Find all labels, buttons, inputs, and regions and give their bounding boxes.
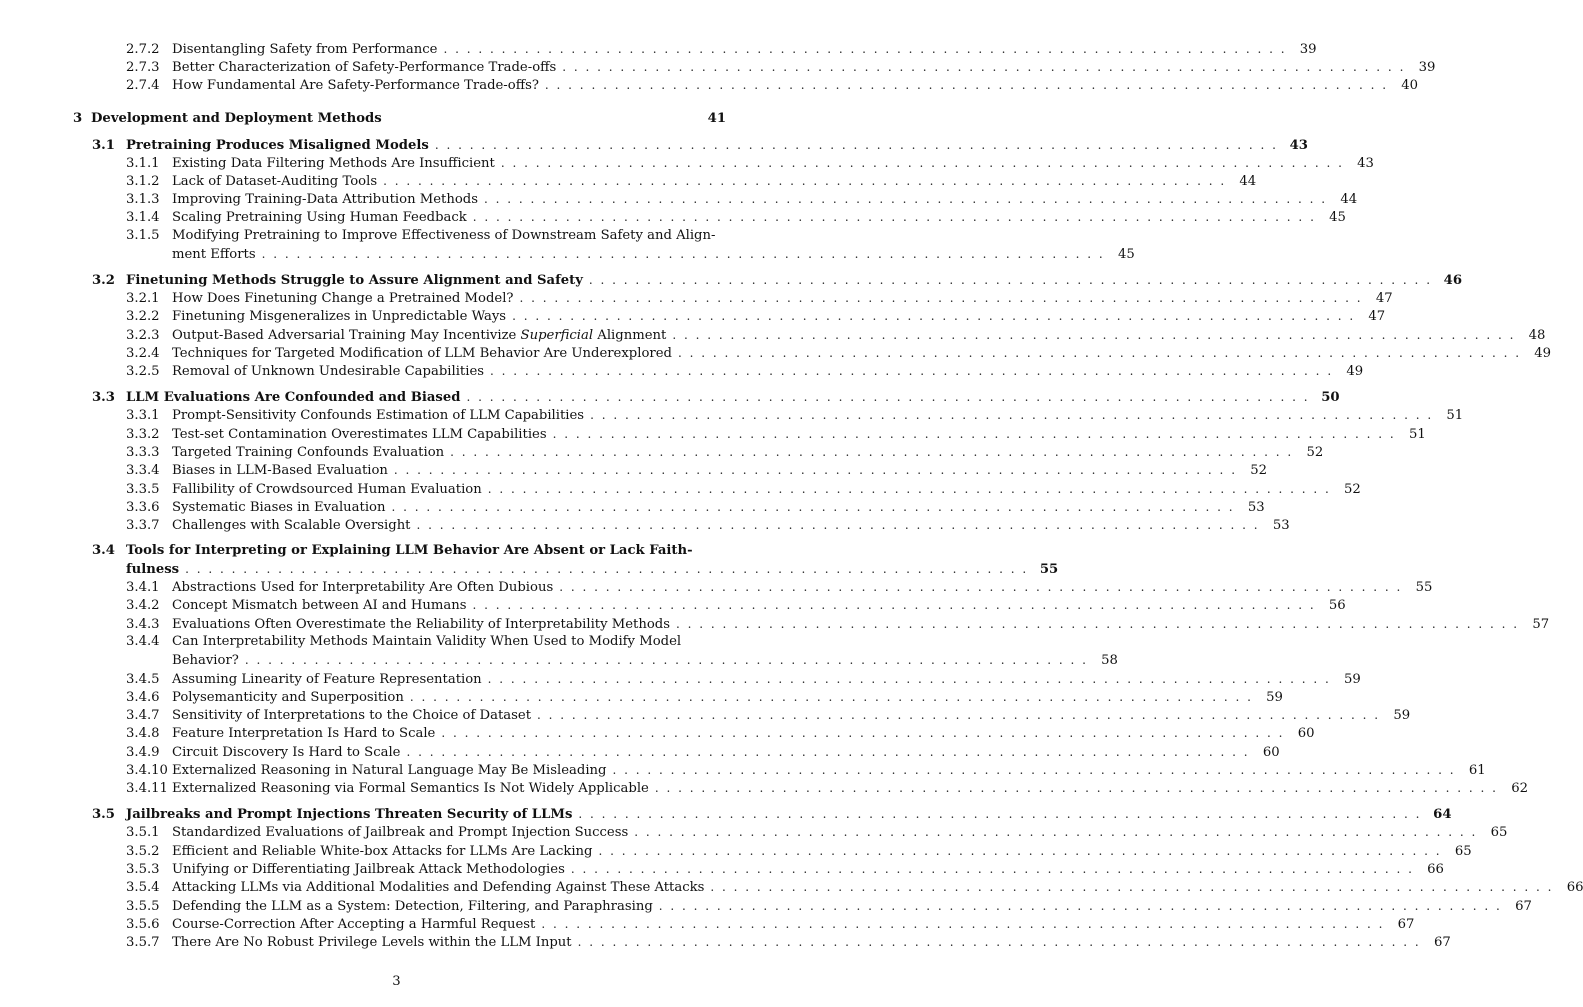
toc-entry[interactable] (126, 480, 1361, 498)
entry-title: Sensitivity of Interpretations to the Choice of Dataset (172, 708, 532, 723)
toc-entry[interactable] (126, 40, 1317, 58)
entry-page: 67 (1515, 899, 1532, 914)
entry-title: Concept Mismatch between AI and Humans (172, 598, 467, 613)
section-page: 43 (1289, 138, 1308, 153)
entry-number: 3.4.5 (126, 672, 160, 687)
toc-entry[interactable] (126, 897, 1532, 915)
entry-number: 3.3.1 (126, 408, 160, 423)
entry-page: 51 (1446, 408, 1464, 423)
section-page: 50 (1321, 390, 1340, 405)
section-number: 3.4 (92, 543, 115, 558)
entry-title: Finetuning Misgeneralizes in Unpredictable Ways (172, 309, 507, 324)
entry-number: 3.3.4 (126, 463, 160, 478)
entry-number: 3.4.9 (126, 745, 160, 760)
entry-title: Techniques for Targeted Modification of LLM Behavior Are Underexplored (172, 346, 672, 361)
entry-number: 3.5.1 (126, 825, 160, 840)
section-page: 46 (1443, 273, 1463, 288)
toc-entry-continuation[interactable] (172, 651, 1118, 669)
entry-page: 52 (1344, 482, 1361, 497)
entry-title: Systematic Biases in Evaluation (172, 500, 386, 515)
entry-title: Standardized Evaluations of Jailbreak and Prompt Injection Success (172, 825, 629, 840)
toc-entry[interactable] (126, 76, 1419, 94)
entry-number: 3.5.2 (126, 844, 160, 859)
toc-entry[interactable] (126, 208, 1346, 226)
entry-number: 3.4.7 (126, 708, 160, 723)
entry-number: 3.4.11 (126, 781, 168, 796)
entry-number: 3.3.2 (126, 427, 160, 442)
entry-page: 53 (1247, 500, 1265, 515)
toc-entry-continuation[interactable] (172, 245, 1135, 263)
toc-entry[interactable] (126, 743, 1280, 761)
entry-title: Circuit Discovery Is Hard to Scale (172, 745, 401, 760)
entry-title: Externalized Reasoning in Natural Language May Be Misleading (172, 763, 607, 778)
entry-number: 3.4.2 (126, 598, 160, 613)
entry-page: 65 (1490, 825, 1508, 840)
entry-number: 2.7.2 (126, 42, 160, 57)
entry-number: 3.4.8 (126, 726, 160, 741)
entry-page: 66 (1427, 862, 1444, 877)
entry-title: Targeted Training Confounds Evaluation (172, 445, 445, 460)
entry-page: 60 (1297, 726, 1315, 741)
entry-page: 48 (1528, 328, 1546, 343)
entry-page: 44 (1340, 192, 1358, 207)
entry-title: Fallibility of Crowdsourced Human Evaluation (172, 482, 482, 497)
section-title: Pretraining Produces Misaligned Models (126, 138, 429, 153)
toc-entry[interactable] (126, 761, 1486, 779)
section-title: Finetuning Methods Struggle to Assure Alignment and Safety (126, 273, 583, 288)
entry-page: 51 (1408, 427, 1426, 442)
entry-number: 3.5.5 (126, 899, 160, 914)
entry-page: 57 (1532, 617, 1550, 632)
toc-entry[interactable] (126, 688, 1283, 706)
entry-number: 3.2.2 (126, 309, 160, 324)
toc-entry[interactable] (126, 326, 1546, 344)
entry-page: 52 (1306, 445, 1324, 460)
entry-page: 44 (1239, 174, 1257, 189)
toc-entry[interactable] (126, 933, 1451, 951)
entry-title: Can Interpretability Methods Maintain Validity When Used to Modify Model (172, 634, 682, 649)
entry-page: 39 (1299, 42, 1317, 57)
toc-entry[interactable] (126, 516, 1290, 534)
entry-page: 55 (1415, 580, 1433, 595)
entry-title: How Does Finetuning Change a Pretrained Model? (172, 291, 514, 306)
section-page: 64 (1433, 807, 1452, 822)
entry-title: Attacking LLMs via Additional Modalities and Defending Against These Attacks (172, 880, 705, 895)
entry-title: ment Efforts (172, 247, 256, 262)
section-number: 3.1 (92, 138, 115, 153)
entry-title: Disentangling Safety from Performance (172, 42, 438, 57)
entry-title: Modifying Pretraining to Improve Effectiveness of Downstream Safety and Align- (172, 228, 716, 243)
entry-title: Unifying or Differentiating Jailbreak Attack Methodologies (172, 862, 565, 877)
entry-page: 49 (1346, 364, 1364, 379)
entry-number: 3.1.2 (126, 174, 160, 189)
entry-page: 59 (1393, 708, 1411, 723)
entry-number: 3.4.4 (126, 634, 160, 649)
toc-entry[interactable] (126, 154, 1374, 172)
entry-page: 45 (1329, 210, 1346, 225)
section-title: Tools for Interpreting or Explaining LLM Behavior Are Absent or Lack Faith- (126, 543, 693, 558)
entry-page: 61 (1468, 763, 1486, 778)
entry-title: Efficient and Reliable White-box Attacks for LLMs Are Lacking (172, 844, 593, 859)
toc-entry[interactable] (126, 307, 1386, 325)
chapter-page: 41 (707, 111, 726, 126)
entry-page: 62 (1511, 781, 1528, 796)
entry-title: How Fundamental Are Safety-Performance Trade-offs? (172, 78, 539, 93)
entry-number: 3.3.5 (126, 482, 160, 497)
entry-number: 3.4.3 (126, 617, 160, 632)
toc-entry[interactable] (126, 842, 1472, 860)
toc-section[interactable] (92, 136, 1308, 154)
entry-number: 2.7.3 (126, 60, 160, 75)
section-page: 55 (1039, 562, 1059, 577)
toc-entry[interactable] (126, 779, 1528, 797)
entry-number: 3.4.10 (126, 763, 168, 778)
entry-page: 40 (1401, 78, 1419, 93)
toc-entry[interactable] (126, 362, 1364, 380)
section-number: 3.3 (92, 390, 115, 405)
entry-title: Course-Correction After Accepting a Harmful Request (172, 917, 536, 932)
entry-number: 3.3.7 (126, 518, 160, 533)
entry-title: Improving Training-Data Attribution Methods (172, 192, 479, 207)
entry-page: 58 (1101, 653, 1118, 668)
entry-page: 60 (1262, 745, 1280, 760)
toc-entry[interactable] (126, 58, 1436, 76)
toc-entry[interactable] (126, 578, 1433, 596)
entry-title: Evaluations Often Overestimate the Reliability of Interpretability Methods (172, 617, 671, 632)
entry-number: 3.1.4 (126, 210, 160, 225)
entry-title: Test-set Contamination Overestimates LLM Capabilities (172, 427, 547, 442)
entry-number: 3.2.4 (126, 346, 160, 361)
toc-entry[interactable] (126, 823, 1508, 841)
entry-title: Externalized Reasoning via Formal Semantics Is Not Widely Applicable (172, 781, 649, 796)
entry-title: Feature Interpretation Is Hard to Scale (172, 726, 436, 741)
section-title: fulness (126, 562, 180, 577)
entry-number: 3.4.1 (126, 580, 160, 595)
entry-page: 67 (1397, 917, 1415, 932)
entry-number: 3.1.5 (126, 228, 160, 243)
toc-entry[interactable] (126, 615, 1550, 633)
entry-page: 49 (1534, 346, 1552, 361)
entry-title: Behavior? (172, 653, 239, 668)
toc-entry[interactable] (126, 860, 1444, 878)
entry-number: 3.5.4 (126, 880, 160, 895)
entry-title: Challenges with Scalable Oversight (172, 518, 411, 533)
entry-title: Prompt-Sensitivity Confounds Estimation of LLM Capabilities (172, 408, 585, 423)
toc-entry[interactable] (126, 406, 1464, 424)
entry-number: 3.3.6 (126, 500, 160, 515)
toc-entry[interactable] (126, 172, 1257, 190)
entry-title: Lack of Dataset-Auditing Tools (172, 174, 378, 189)
entry-page: 66 (1566, 880, 1583, 895)
toc-section-continuation[interactable] (126, 560, 1059, 578)
entry-page: 65 (1454, 844, 1472, 859)
toc-section[interactable] (92, 805, 1452, 823)
toc-entry[interactable] (126, 878, 1583, 896)
entry-title: Abstractions Used for Interpretability Are Often Dubious (172, 580, 554, 595)
toc-entry[interactable] (126, 227, 726, 245)
entry-number: 3.3.3 (126, 445, 160, 460)
toc-section[interactable] (92, 271, 1463, 289)
entry-title: Output-Based Adversarial Training May Incentivize Superficial Alignment (172, 328, 667, 343)
entry-page: 47 (1375, 291, 1393, 306)
toc-entry[interactable] (126, 190, 1358, 208)
toc-entry[interactable] (126, 724, 1315, 742)
toc-section[interactable] (92, 388, 1340, 406)
toc-entry[interactable] (126, 461, 1268, 479)
entry-page: 59 (1266, 690, 1283, 705)
entry-page: 56 (1328, 598, 1346, 613)
section-number: 3.2 (92, 273, 115, 288)
entry-title: Assuming Linearity of Feature Representation (172, 672, 482, 687)
entry-page: 59 (1344, 672, 1361, 687)
toc-entry[interactable] (126, 706, 1411, 724)
toc-entry[interactable] (126, 915, 1415, 933)
toc-section[interactable] (92, 542, 726, 560)
toc-entry[interactable] (126, 670, 1361, 688)
toc-entry[interactable] (126, 425, 1426, 443)
section-title: Jailbreaks and Prompt Injections Threaten Security of LLMs (126, 807, 573, 822)
entry-page: 39 (1418, 60, 1436, 75)
toc-entry[interactable] (126, 498, 1265, 516)
entry-page: 47 (1368, 309, 1386, 324)
entry-number: 3.2.5 (126, 364, 160, 379)
entry-page: 52 (1250, 463, 1268, 478)
entry-title: Better Characterization of Safety-Performance Trade-offs (172, 60, 557, 75)
entry-number: 3.2.3 (126, 328, 160, 343)
entry-page: 43 (1357, 156, 1374, 171)
entry-title: Scaling Pretraining Using Human Feedback (172, 210, 467, 225)
toc-entry[interactable] (126, 289, 1393, 307)
page-number: 3 (392, 974, 401, 989)
entry-title: Removal of Unknown Undesirable Capabilities (172, 364, 485, 379)
entry-page: 53 (1272, 518, 1290, 533)
toc-entry[interactable] (126, 633, 726, 651)
entry-title: Defending the LLM as a System: Detection, Filtering, and Paraphrasing (172, 899, 653, 914)
entry-title: Existing Data Filtering Methods Are Insufficient (172, 156, 495, 171)
entry-page: 67 (1433, 935, 1451, 950)
chapter-title: Development and Deployment Methods (91, 111, 382, 126)
toc-entry[interactable] (126, 443, 1324, 461)
entry-title: Polysemanticity and Superposition (172, 690, 404, 705)
toc-entry[interactable] (126, 596, 1346, 614)
section-number: 3.5 (92, 807, 115, 822)
entry-title: Biases in LLM-Based Evaluation (172, 463, 388, 478)
entry-page: 45 (1117, 247, 1135, 262)
entry-number: 3.5.6 (126, 917, 160, 932)
entry-number: 3.5.7 (126, 935, 160, 950)
entry-number: 3.2.1 (126, 291, 160, 306)
entry-number: 3.1.1 (126, 156, 160, 171)
entry-title: There Are No Robust Privilege Levels within the LLM Input (172, 935, 572, 950)
entry-number: 2.7.4 (126, 78, 160, 93)
entry-number: 3.4.6 (126, 690, 160, 705)
toc-chapter[interactable] (73, 110, 726, 128)
section-title: LLM Evaluations Are Confounded and Biased (126, 390, 461, 405)
toc-entry[interactable] (126, 344, 1552, 362)
entry-number: 3.5.3 (126, 862, 160, 877)
chapter-number: 3 (73, 111, 83, 126)
entry-number: 3.1.3 (126, 192, 160, 207)
